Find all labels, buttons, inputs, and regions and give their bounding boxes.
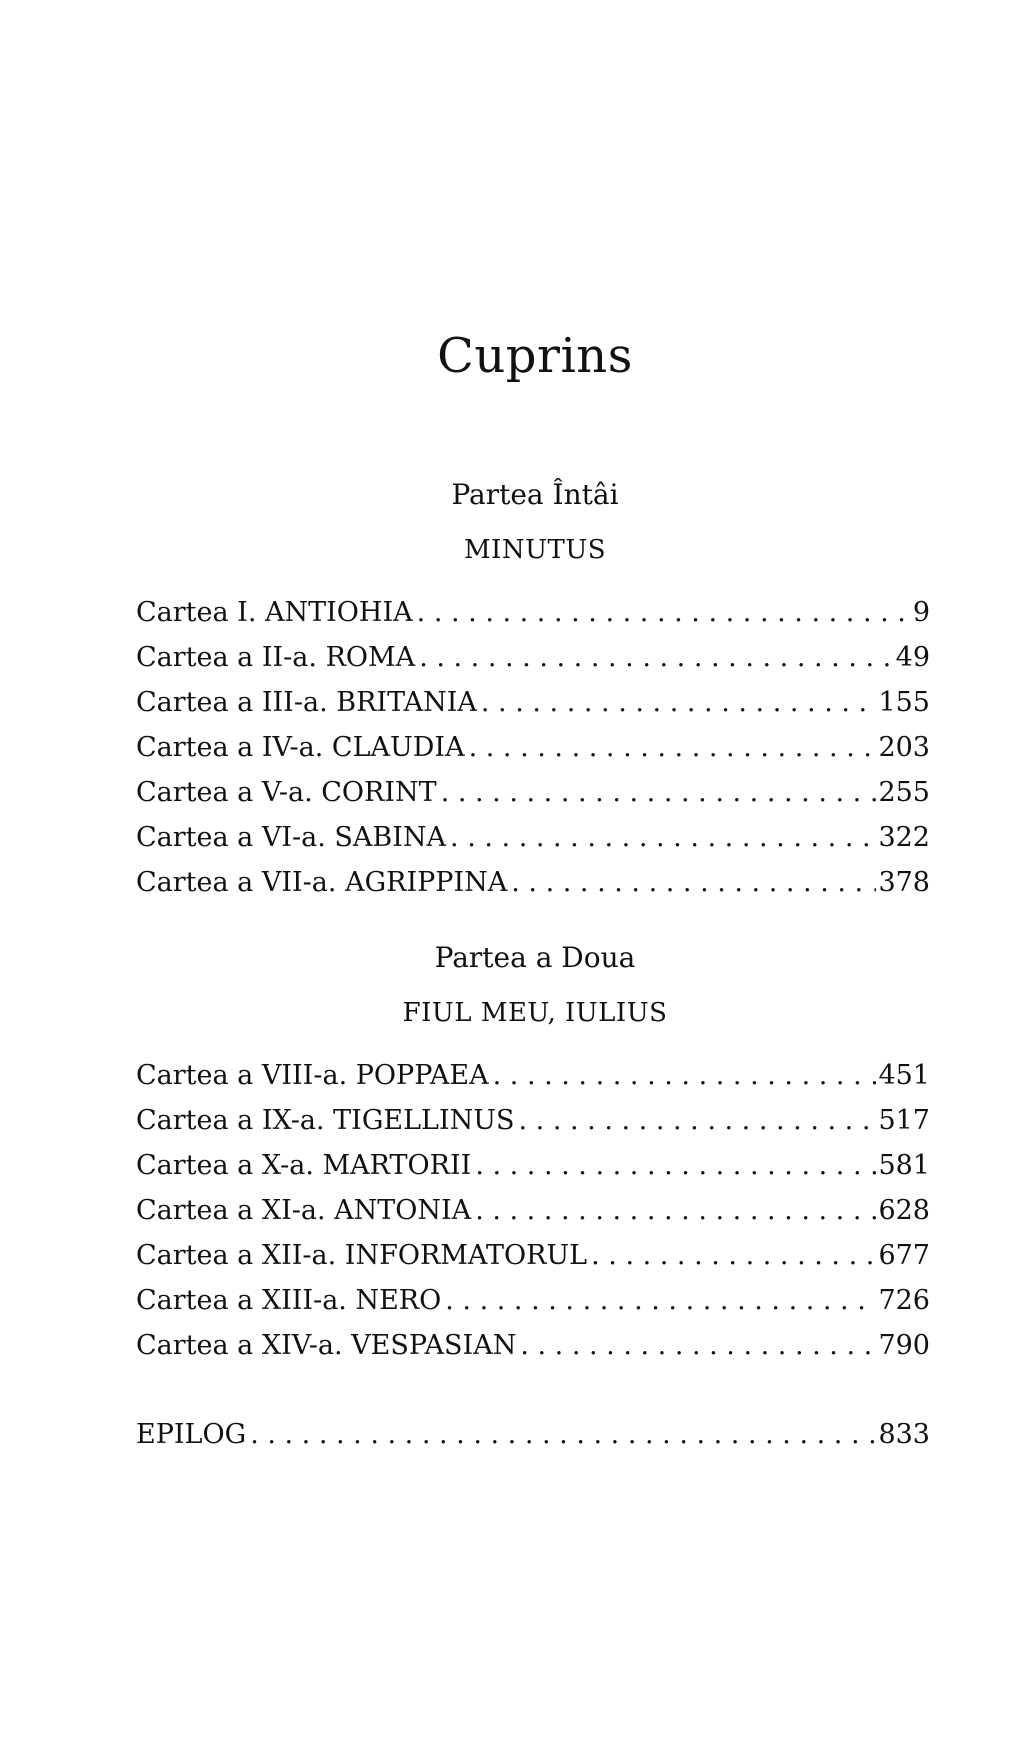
part-subtitle-2: FIUL MEU, IULIUS	[402, 998, 668, 1028]
toc-entry[interactable]	[136, 1278, 930, 1323]
toc-leader-dots	[445, 1278, 876, 1323]
toc-entry-label: Cartea a VII-a. AGRIPPINA	[136, 860, 511, 905]
toc-entry[interactable]	[136, 680, 930, 725]
toc-entry-label: Cartea I. ANTIOHIA	[136, 590, 417, 635]
toc-leader-dots	[511, 860, 876, 905]
toc-entry-page: 790	[876, 1323, 930, 1368]
toc-leader-dots	[469, 725, 877, 770]
toc-entry-page: 517	[876, 1098, 930, 1143]
toc-entry-label: Cartea a XIII-a. NERO	[136, 1278, 445, 1323]
toc-entry-page: 49	[894, 635, 930, 680]
part-heading-1: Partea Întâi	[451, 478, 619, 511]
toc-entry[interactable]	[136, 815, 930, 860]
toc-entry[interactable]	[136, 590, 930, 635]
toc-entry-label: Cartea a VIII-a. POPPAEA	[136, 1053, 493, 1098]
toc-leader-dots	[419, 635, 893, 680]
toc-entry[interactable]	[136, 725, 930, 770]
toc-entry-label: Cartea a II-a. ROMA	[136, 635, 419, 680]
toc-entry-label: Cartea a IV-a. CLAUDIA	[136, 725, 469, 770]
toc-entry[interactable]	[136, 1233, 930, 1278]
toc-entry[interactable]	[136, 770, 930, 815]
toc-entry-page: 677	[876, 1233, 930, 1278]
toc-list-part-2	[136, 1053, 930, 1368]
toc-entry[interactable]	[136, 860, 930, 905]
toc-entry-label: Cartea a X-a. MARTORII	[136, 1143, 475, 1188]
toc-entry-label: Cartea a III-a. BRITANIA	[136, 680, 481, 725]
toc-entry[interactable]	[136, 1188, 930, 1233]
toc-entry-page: 322	[876, 815, 930, 860]
part-subtitle-1: MINUTUS	[463, 535, 607, 565]
toc-list-epilog	[136, 1412, 930, 1457]
toc-leader-dots	[591, 1233, 876, 1278]
toc-entry-label: EPILOG	[136, 1412, 250, 1457]
toc-entry-page: 628	[876, 1188, 930, 1233]
toc-entry[interactable]	[136, 1053, 930, 1098]
toc-entry[interactable]	[136, 1143, 930, 1188]
toc-entry-label: Cartea a XIV-a. VESPASIAN	[136, 1323, 520, 1368]
toc-leader-dots	[481, 680, 877, 725]
toc-leader-dots	[519, 1098, 877, 1143]
toc-leader-dots	[417, 590, 911, 635]
toc-entry-page: 9	[911, 590, 930, 635]
toc-leader-dots	[450, 815, 876, 860]
toc-entry-epilog[interactable]	[136, 1412, 930, 1457]
toc-entry-label: Cartea a IX-a. TIGELLINUS	[136, 1098, 519, 1143]
toc-entry-label: Cartea a XI-a. ANTONIA	[136, 1188, 475, 1233]
toc-entry[interactable]	[136, 635, 930, 680]
toc-entry-label: Cartea a V-a. CORINT	[136, 770, 441, 815]
toc-leader-dots	[493, 1053, 877, 1098]
toc-entry-page: 378	[876, 860, 930, 905]
toc-entry[interactable]	[136, 1323, 930, 1368]
toc-leader-dots	[475, 1143, 876, 1188]
toc-entry-label: Cartea a XII-a. INFORMATORUL	[136, 1233, 591, 1278]
toc-list-part-1	[136, 590, 930, 905]
toc-leader-dots	[441, 770, 877, 815]
toc-leader-dots	[520, 1323, 876, 1368]
toc-entry-page: 255	[876, 770, 930, 815]
toc-entry-page: 203	[876, 725, 930, 770]
page-title: Cuprins	[437, 328, 633, 384]
toc-leader-dots	[250, 1412, 876, 1457]
toc-entry-page: 726	[876, 1278, 930, 1323]
toc-entry-page: 451	[876, 1053, 930, 1098]
toc-entry-label: Cartea a VI-a. SABINA	[136, 815, 450, 860]
toc-leader-dots	[475, 1188, 876, 1233]
part-heading-2: Partea a Doua	[434, 941, 636, 974]
toc-entry-page: 833	[876, 1412, 930, 1457]
toc-entry[interactable]	[136, 1098, 930, 1143]
toc-entry-page: 581	[876, 1143, 930, 1188]
toc-entry-page: 155	[876, 680, 930, 725]
